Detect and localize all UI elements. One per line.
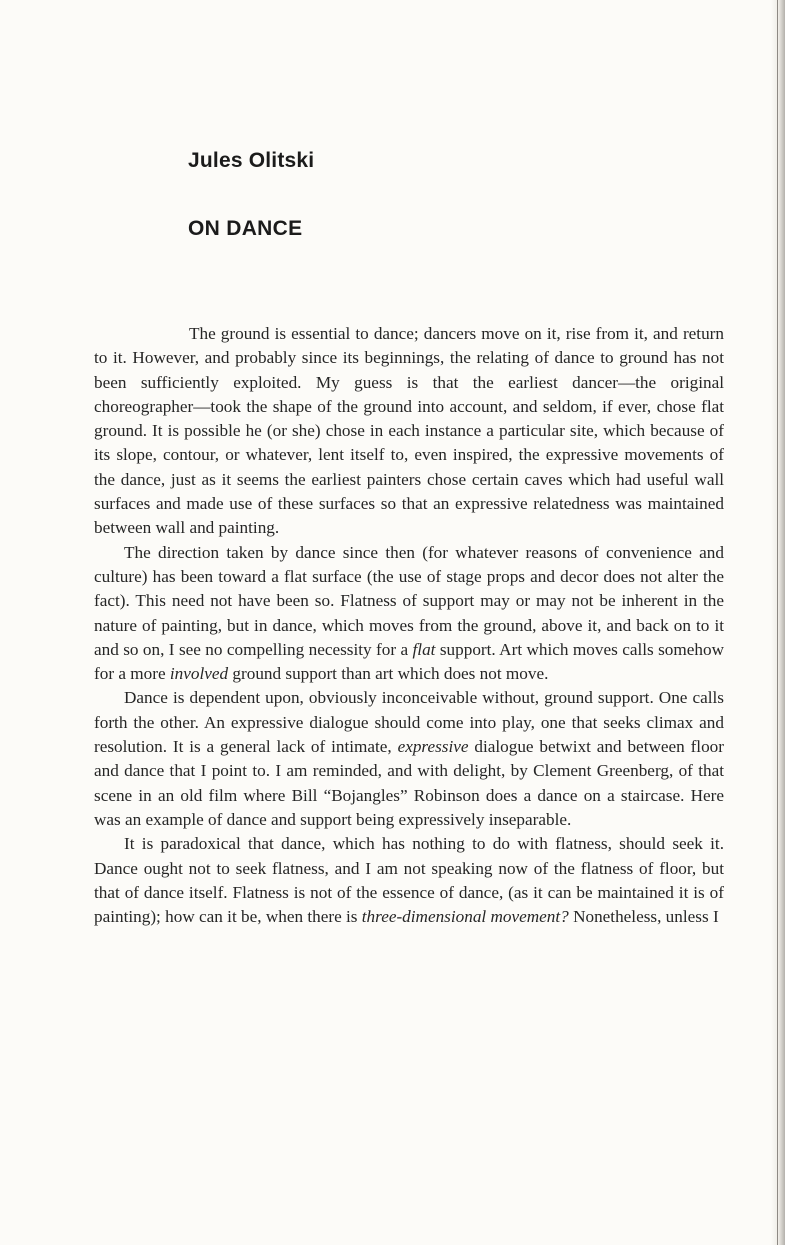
paragraph-3: [94, 686, 724, 832]
emphasis-text: three-dimensional movement?: [361, 907, 569, 927]
emphasis-text: expressive: [397, 737, 469, 757]
paragraph-2: [94, 541, 724, 687]
paragraph-text: dialogue betwixt and between floor and dance that I point to. I am reminded, and with delight, by Clement Greenberg, of that scene in an old film where Bill “Bojangles” Robinson does a dance on a staircase. Here was an example of dance and support being expressively inseparable.: [94, 737, 724, 829]
paragraph-1: [94, 322, 724, 541]
essay-body: [94, 322, 724, 929]
page-edge-shadow: [771, 0, 785, 1245]
paragraph-text: Nonetheless, unless I: [568, 907, 719, 927]
paragraph-text: It is paradoxical that dance, which has nothing to do with flatness, should seek it. Dance ought not to seek flatness, and I am not speaking now of the flatness of floor, but that of dance itself. Flatness is not of the essence of dance, (as it can be maintained it is of painting); how can it be, when there is: [94, 834, 724, 927]
paragraph-text: ground support than art which does not move.: [228, 664, 549, 684]
author-name: Jules Olitski: [188, 149, 315, 172]
paragraph-text: The direction taken by dance since then (for whatever reasons of convenience and culture) has been toward a flat surface (the use of stage props and decor does not alter the fact). This need not have been so. Flatness of support may or may not be inherent in the nature of painting, but in dance, which moves from the ground, above it, and back on to it and so on, I see no compelling necessity for a: [94, 542, 724, 659]
paragraph-text: The ground is essential to dance; dancers move on it, rise from it, and return to it. However, and probably since its beginnings, the relating of dance to ground has not been sufficiently exploited. My guess is that the earliest dancer—the original choreographer—took the shape of the ground into account, and seldom, if ever, chose flat ground. It is possible he (or she) chose in each instance a particular site, which because of its slope, contour, or whatever, lent itself to, even inspired, the expressive movements of the dance, just as it seems the earliest painters chose certain caves which had useful wall surfaces and made use of these surfaces so that an expressive relatedness was maintained between wall and painting.: [94, 324, 724, 538]
page-edge-line: [777, 0, 778, 1245]
emphasis-text: involved: [169, 664, 229, 684]
paragraph-text: Dance is dependent upon, obviously inconceivable without, ground support. One calls forth the other. An expressive dialogue should come into play, one that seeks climax and resolution. It is a general lack of intimate,: [94, 688, 724, 757]
paragraph-text: support. Art which moves calls somehow for a more: [94, 639, 724, 684]
essay-title: ON DANCE: [188, 217, 303, 240]
paragraph-4: [94, 832, 724, 929]
emphasis-text: flat: [412, 639, 436, 659]
